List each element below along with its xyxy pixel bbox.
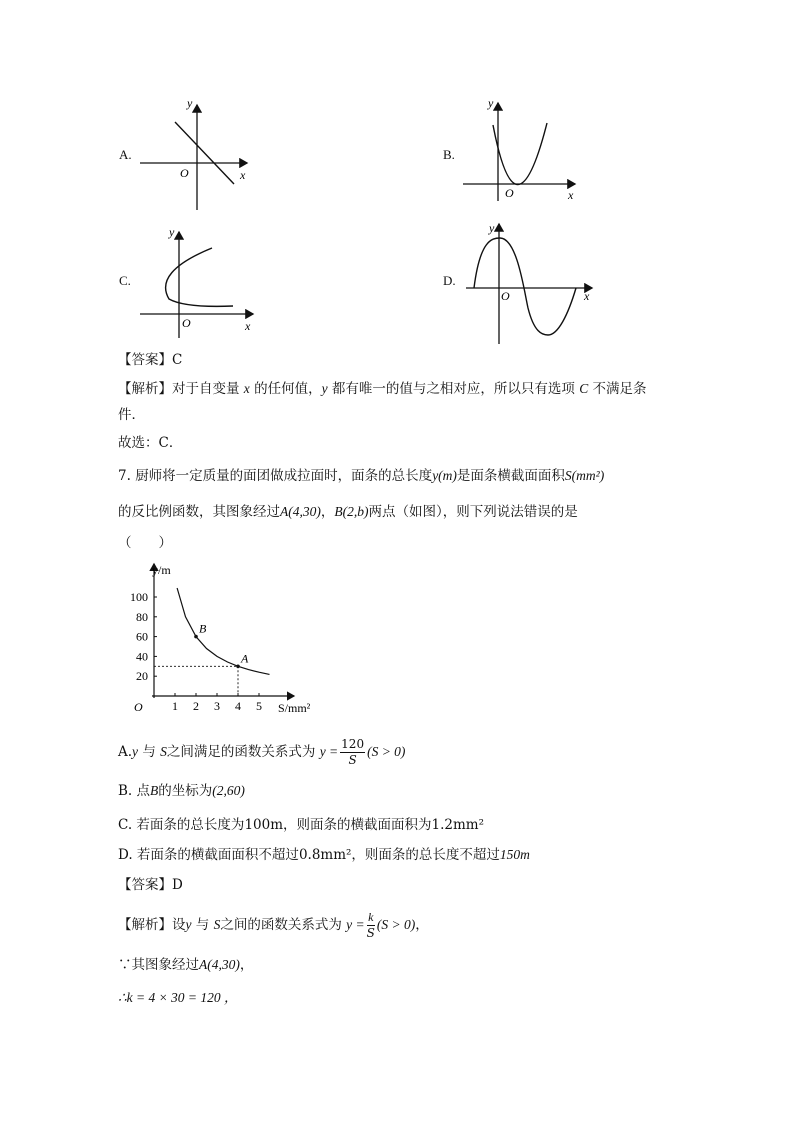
inverse-curve bbox=[177, 588, 269, 674]
q7-option-a bbox=[118, 737, 405, 768]
sideways-curve bbox=[166, 248, 233, 306]
option-math: 150m bbox=[499, 847, 530, 862]
stem-text: ， bbox=[320, 504, 335, 520]
x-axis-label: x bbox=[568, 188, 574, 202]
stem-math: S(mm²) bbox=[564, 468, 605, 483]
analysis-math: (S > 0) bbox=[376, 917, 416, 932]
x-axis-label: x bbox=[240, 168, 246, 182]
stem-math: B(2,b) bbox=[334, 504, 369, 519]
chart-ylabel: y/m bbox=[152, 563, 171, 577]
option-text: ，则面条的横截面面积为 bbox=[283, 817, 432, 833]
analysis-text: 都有唯一的值与之相对应，所以只有选项 bbox=[331, 381, 575, 397]
x-axis-label: x bbox=[584, 289, 590, 303]
analysis-tag: 【解析】 bbox=[118, 917, 172, 933]
fraction-denominator: S bbox=[366, 926, 375, 940]
y-tick-label: 20 bbox=[136, 669, 148, 684]
x-axis-label: x bbox=[245, 319, 251, 333]
x-tick-label: 4 bbox=[235, 699, 241, 713]
analysis-text: ， bbox=[239, 957, 254, 973]
q7-answer: 【答案】D bbox=[118, 877, 183, 893]
option-d-label: D. bbox=[443, 273, 456, 288]
option-math: y bbox=[132, 744, 139, 759]
fraction-numerator: k bbox=[368, 910, 374, 924]
stem-text: 厨师将一定质量的面团做成拉面时，面条的总长度 bbox=[135, 468, 433, 484]
point-label-b: B bbox=[199, 621, 207, 636]
parabola-curve bbox=[493, 123, 547, 185]
option-math: y = bbox=[319, 744, 339, 759]
q7-stem-line1 bbox=[118, 466, 604, 486]
option-math: 0.8mm² bbox=[298, 847, 352, 863]
q7-blank: （ ） bbox=[118, 535, 172, 551]
analysis-text: 与 bbox=[195, 917, 210, 933]
q7-stem-line2 bbox=[118, 502, 578, 522]
q7-step2: ∴k = 4 × 30 = 120 ， bbox=[118, 990, 238, 1005]
analysis-math: S bbox=[213, 917, 221, 932]
analysis-text: 对于自变量 bbox=[172, 381, 240, 397]
option-d-graph bbox=[462, 220, 597, 345]
option-a-graph bbox=[135, 95, 255, 215]
option-text: ，则面条的总长度不超过 bbox=[351, 847, 500, 863]
origin-label: O bbox=[501, 289, 510, 303]
fraction bbox=[367, 910, 375, 941]
q7-option-d bbox=[118, 845, 530, 865]
y-axis-label: y bbox=[489, 221, 495, 235]
stem-text: 的反比例函数，其图象经过 bbox=[118, 504, 280, 520]
y-axis-label: y bbox=[169, 225, 175, 239]
analysis-text: 的任何值， bbox=[254, 381, 322, 397]
q6-answer: 【答案】C bbox=[118, 352, 183, 368]
y-tick-label: 100 bbox=[130, 590, 148, 604]
q7-option-b bbox=[118, 781, 245, 801]
stem-text: 两点（如图），则下列说法错误的是 bbox=[368, 504, 578, 520]
point-b bbox=[194, 635, 198, 639]
analysis-text: 设 bbox=[172, 917, 186, 933]
var-c: C bbox=[579, 381, 589, 396]
y-axis-label: y bbox=[187, 96, 193, 110]
fraction-denominator: S bbox=[348, 753, 357, 767]
analysis-math: A(4,30) bbox=[199, 957, 240, 972]
analysis-text: ， bbox=[415, 917, 429, 933]
question-number: 7. bbox=[118, 468, 131, 484]
y-axis-label: y bbox=[488, 96, 494, 110]
option-text: D. 若面条的横截面面积不超过 bbox=[118, 847, 299, 863]
option-math: (2,60) bbox=[212, 783, 245, 798]
analysis-math: y = bbox=[346, 917, 365, 932]
origin-label: O bbox=[505, 186, 514, 200]
option-text: B. 点 bbox=[118, 783, 151, 799]
stem-math: y(m) bbox=[432, 468, 457, 483]
option-math: (S > 0) bbox=[367, 744, 406, 759]
option-math: S bbox=[160, 744, 167, 759]
chart-origin: O bbox=[134, 700, 143, 714]
q6-conclusion: 故选：C． bbox=[118, 435, 183, 451]
q7-step1 bbox=[118, 955, 253, 975]
option-math: 100m bbox=[244, 817, 284, 833]
y-tick-label: 80 bbox=[136, 609, 148, 624]
sine-curve bbox=[474, 238, 576, 335]
option-text: 的坐标为 bbox=[158, 783, 213, 799]
analysis-text: 不满足条 bbox=[592, 381, 647, 397]
chart-xlabel: S/mm² bbox=[278, 701, 311, 715]
fraction bbox=[340, 737, 365, 768]
q6-analysis-line2: 件． bbox=[118, 407, 145, 423]
var-x: x bbox=[243, 381, 250, 396]
var-y: y bbox=[321, 381, 328, 396]
option-text: 之间满足的函数关系式为 bbox=[166, 744, 316, 760]
q6-analysis-line1 bbox=[118, 379, 647, 399]
q7-analysis-line1 bbox=[118, 910, 429, 941]
q7-chart bbox=[112, 560, 332, 720]
option-b-graph bbox=[460, 95, 585, 205]
x-tick-label: 3 bbox=[214, 699, 220, 713]
q7-option-c bbox=[118, 815, 484, 835]
origin-label: O bbox=[182, 316, 191, 330]
stem-text: 是面条横截面面积 bbox=[456, 468, 565, 484]
origin-label: O bbox=[180, 166, 189, 180]
analysis-text: 之间的函数关系式为 bbox=[220, 917, 342, 933]
fraction-numerator: 120 bbox=[341, 737, 365, 751]
analysis-math: y bbox=[185, 917, 192, 932]
analysis-text: ∵其图象经过 bbox=[118, 957, 199, 973]
option-text: 与 bbox=[142, 744, 156, 760]
option-math: B bbox=[150, 783, 159, 798]
option-label: A. bbox=[118, 744, 133, 760]
point-label-a: A bbox=[241, 651, 249, 666]
y-tick-label: 40 bbox=[136, 649, 148, 664]
option-c-graph bbox=[135, 222, 260, 340]
analysis-tag: 【解析】 bbox=[118, 381, 172, 397]
option-c-label: C. bbox=[119, 273, 131, 288]
x-tick-label: 2 bbox=[193, 699, 199, 713]
stem-math: A(4,30) bbox=[280, 504, 321, 519]
option-text: C. 若面条的总长度为 bbox=[118, 817, 245, 833]
x-tick-label: 5 bbox=[256, 699, 262, 713]
x-tick-label: 1 bbox=[172, 699, 178, 713]
option-b-label: B. bbox=[443, 147, 455, 162]
option-a-label: A. bbox=[119, 147, 132, 162]
option-math: 1.2mm² bbox=[431, 817, 484, 833]
y-tick-label: 60 bbox=[136, 629, 148, 644]
point-a bbox=[236, 665, 240, 669]
